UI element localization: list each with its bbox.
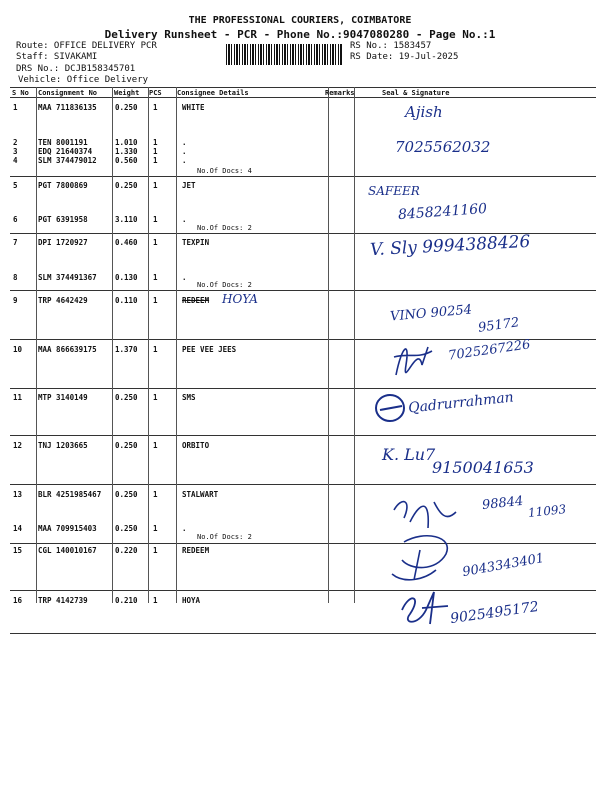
row-consignment: CGL 140010167 <box>38 546 97 555</box>
row-pcs: 1 <box>153 156 158 165</box>
row-sno: 1 <box>13 103 18 112</box>
row-consignee: . <box>182 273 187 282</box>
row-consignment: MAA 709915403 <box>38 524 97 533</box>
row-consignee-struck: REDEEM <box>182 296 210 305</box>
docs-count: No.Of Docs: 2 <box>197 224 252 232</box>
row-sno: 10 <box>13 345 23 354</box>
row-pcs: 1 <box>153 393 158 402</box>
row-sno: 2 <box>13 138 18 147</box>
signature-name: SAFEER <box>368 184 420 198</box>
row-sno: 12 <box>13 441 23 450</box>
row-pcs: 1 <box>153 441 158 450</box>
row-weight: 0.250 <box>115 393 138 402</box>
row-consignee: . <box>182 215 187 224</box>
row-pcs: 1 <box>153 546 158 555</box>
row-consignee: REDEEM <box>182 546 210 555</box>
row-consignment: MAA 711836135 <box>38 103 97 112</box>
signature-name: VINO 90254 <box>389 302 473 325</box>
row-consignee: PEE VEE JEES <box>182 345 237 354</box>
row-pcs: 1 <box>153 181 158 190</box>
staff-label: Staff: SIVAKAMI <box>16 52 98 62</box>
signature-phone: 95172 <box>477 315 521 336</box>
row-pcs: 1 <box>153 273 158 282</box>
row-sno: 8 <box>13 273 18 282</box>
row-weight: 0.110 <box>115 296 138 305</box>
row-weight: 0.250 <box>115 181 138 190</box>
row-sno: 11 <box>13 393 23 402</box>
row-weight: 1.010 <box>115 138 138 147</box>
row-pcs: 1 <box>153 138 158 147</box>
barcode <box>226 44 342 65</box>
row-sno: 14 <box>13 524 23 533</box>
col-header-consignee: Consignee Details <box>177 89 249 97</box>
col-header-remarks: Remarks <box>325 89 355 97</box>
col-divider <box>176 87 177 603</box>
signature-phone: V. Sly 9994388426 <box>369 231 531 261</box>
row-pcs: 1 <box>153 345 158 354</box>
signature-phone: 9150041653 <box>432 458 534 477</box>
row-consignee: . <box>182 524 187 533</box>
signature-scribble <box>372 388 412 428</box>
row-consignee: . <box>182 147 187 156</box>
row-pcs: 1 <box>153 238 158 247</box>
rs-date-label: RS Date: 19-Jul-2025 <box>350 52 459 62</box>
signature-name: Qadrurrahman <box>407 389 515 417</box>
signature-phone: 7025267226 <box>447 337 532 364</box>
row-pcs: 1 <box>153 490 158 499</box>
row-sno: 5 <box>13 181 18 190</box>
row-consignee: STALWART <box>182 490 219 499</box>
row-consignment: TRP 4642429 <box>38 296 88 305</box>
signature-phone: 9025495172 <box>449 598 540 628</box>
row-consignee: . <box>182 138 187 147</box>
signature-name: K. Lu7 <box>382 445 436 464</box>
row-consignee: ORBITO <box>182 441 210 450</box>
row-consignment: TEN 8001191 <box>38 138 88 147</box>
row-sno: 9 <box>13 296 18 305</box>
row-weight: 0.250 <box>115 490 138 499</box>
signature-phone: 98844 <box>481 493 525 514</box>
table-top-border <box>10 87 596 88</box>
row-separator <box>10 176 596 177</box>
row-consignment: SLM 374491367 <box>38 273 97 282</box>
col-header-signature: Seal & Signature <box>382 89 450 97</box>
col-divider <box>328 87 329 603</box>
signature-phone: 8458241160 <box>397 200 488 224</box>
docs-count: No.Of Docs: 2 <box>197 533 252 541</box>
row-weight: 3.110 <box>115 215 138 224</box>
drs-label: DRS No.: DCJB158345701 <box>16 64 136 74</box>
signature-name: Ajish <box>405 103 443 121</box>
row-sno: 7 <box>13 238 18 247</box>
row-pcs: 1 <box>153 215 158 224</box>
row-weight: 0.130 <box>115 273 138 282</box>
row-weight: 0.250 <box>115 103 138 112</box>
row-separator <box>10 543 596 544</box>
row-consignment: SLM 374479012 <box>38 156 97 165</box>
row-separator <box>10 388 596 389</box>
row-sno: 13 <box>13 490 23 499</box>
row-pcs: 1 <box>153 147 158 156</box>
row-weight: 0.460 <box>115 238 138 247</box>
signature-phone: 11093 <box>527 502 567 520</box>
row-weight: 0.250 <box>115 524 138 533</box>
row-consignment: TNJ 1203665 <box>38 441 88 450</box>
row-sno: 6 <box>13 215 18 224</box>
row-separator <box>10 435 596 436</box>
route-label: Route: OFFICE DELIVERY PCR <box>16 41 157 51</box>
signature-phone: 9043343401 <box>461 550 546 581</box>
row-weight: 0.560 <box>115 156 138 165</box>
row-consignee: JET <box>182 181 196 190</box>
signature-scribble <box>396 590 456 630</box>
row-weight: 0.210 <box>115 596 138 605</box>
row-separator <box>10 484 596 485</box>
row-consignment: EDQ 21640374 <box>38 147 93 156</box>
row-consignee: WHITE <box>182 103 205 112</box>
docs-count: No.Of Docs: 2 <box>197 281 252 289</box>
company-title: THE PROFESSIONAL COURIERS, COIMBATORE <box>188 15 412 26</box>
row-pcs: 1 <box>153 296 158 305</box>
signature-scribble <box>388 335 438 380</box>
col-divider <box>354 87 355 603</box>
docs-count: No.Of Docs: 4 <box>197 167 252 175</box>
col-header-sno: S No <box>12 89 29 97</box>
table-bottom-border <box>10 633 596 634</box>
col-divider <box>112 87 113 603</box>
signature-scribble <box>384 530 474 586</box>
vehicle-label: Vehicle: Office Delivery <box>18 75 149 85</box>
row-weight: 0.220 <box>115 546 138 555</box>
row-weight: 1.330 <box>115 147 138 156</box>
row-consignee: HOYA <box>182 596 201 605</box>
row-consignment: MAA 866639175 <box>38 345 97 354</box>
row-pcs: 1 <box>153 524 158 533</box>
row-weight: 1.370 <box>115 345 138 354</box>
row-consignee: SMS <box>182 393 196 402</box>
row-consignment: PGT 7800869 <box>38 181 88 190</box>
row-sno: 4 <box>13 156 18 165</box>
row-consignment: PGT 6391958 <box>38 215 88 224</box>
row-sno: 16 <box>13 596 23 605</box>
row-sno: 15 <box>13 546 23 555</box>
row-consignee: . <box>182 156 187 165</box>
row-sno: 3 <box>13 147 18 156</box>
row-pcs: 1 <box>153 596 158 605</box>
col-header-weight: Weight <box>114 89 140 97</box>
table-header-border <box>10 97 596 98</box>
row-consignment: BLR 4251985467 <box>38 490 102 499</box>
col-header-pcs: PCS <box>149 89 162 97</box>
handwritten-consignee-note: HOYA <box>222 292 258 306</box>
row-weight: 0.250 <box>115 441 138 450</box>
signature-phone: 7025562032 <box>395 138 491 156</box>
row-consignment: TRP 4142739 <box>38 596 88 605</box>
col-header-consignment: Consignment No <box>38 89 98 97</box>
rs-no-label: RS No.: 1583457 <box>350 41 432 51</box>
col-divider <box>36 87 37 603</box>
col-divider <box>148 87 149 603</box>
row-pcs: 1 <box>153 103 158 112</box>
row-consignment: MTP 3140149 <box>38 393 88 402</box>
row-separator <box>10 290 596 291</box>
row-consignee: TEXPIN <box>182 238 210 247</box>
row-consignment: DPI 1720927 <box>38 238 88 247</box>
row-separator <box>10 590 596 591</box>
sheet-title: Delivery Runsheet - PCR - Phone No.:9047080280 - Page No.:1 <box>104 28 496 41</box>
